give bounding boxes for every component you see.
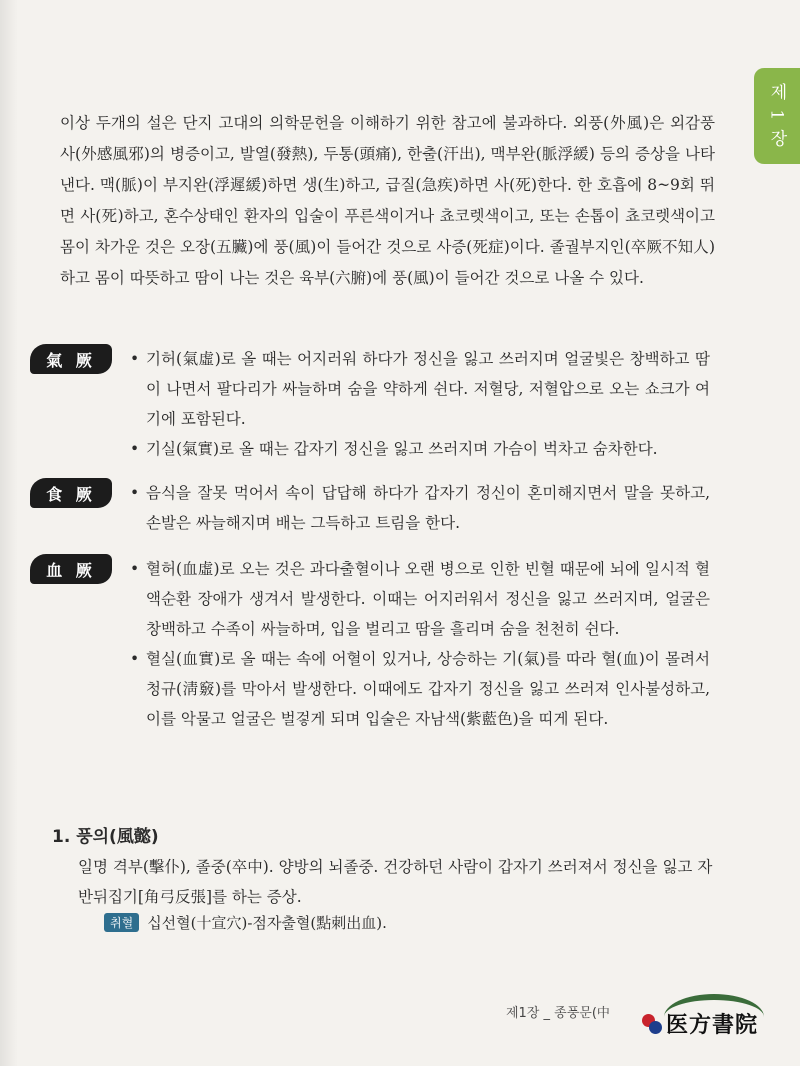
section-bullets-qi-jue xyxy=(130,344,710,464)
publisher-logo-icon xyxy=(642,1014,662,1034)
section-bullets-blood-jue xyxy=(130,554,710,734)
page-shadow xyxy=(0,0,18,1066)
acupoint-tag: 취혈 xyxy=(104,913,139,932)
section-badge-food-jue: 食 厥 xyxy=(30,478,112,508)
publisher-logo xyxy=(642,1008,758,1039)
acupoint-line xyxy=(104,912,387,933)
intro-text: 이상 두개의 설은 단지 고대의 의학문헌을 이해하기 위한 참고에 불과하다. 외풍(外風)은 외감풍사(外感風邪)의 병증이고, 발열(發熱), 두통(頭痛), 한출(汗出), 맥부완(脈浮緩) 등의 증상을 나타낸다. 맥(脈)이 부지완(浮遲緩)하면 생(生)하고, 급질(急疾)하면 사(死)한다. 한 호흡에 8~9회 뛰면 사(死)하고, 혼수상태인 환자의 입술이 푸른색이거나 쵸코렛색이고, 또는 손톱이 쵸코렛색이고 몸이 차가운 것은 오장(五臟)에 풍(風)이 들어간 것으로 사증(死症)이다. 졸궐부지인(卒厥不知人)하고 몸이 따뜻하고 땀이 나는 것은 육부(六腑)에 풍(風)이 들어간 것으로 나올 수 있다. xyxy=(60,114,715,287)
bullet-food: • 음식을 잘못 먹어서 속이 답답해 하다가 갑자기 정신이 혼미해지면서 말을 못하고, 손발은 싸늘해지며 배는 그득하고 트림을 한다. xyxy=(130,478,710,538)
section-badge-blood-jue: 血 厥 xyxy=(30,554,112,584)
chapter-tab xyxy=(754,68,800,164)
bullet-qi-excess: • 기실(氣實)로 올 때는 갑자기 정신을 잃고 쓰러지며 가슴이 벅차고 숨차한다. xyxy=(130,434,710,464)
definition-paragraph: 일명 격부(擊仆), 졸중(卒中). 양방의 뇌졸중. 건강하던 사람이 갑자기 쓰러져서 정신을 잃고 자반뒤집기[角弓反張]를 하는 증상. xyxy=(78,858,713,906)
publisher-logo-text: 医方書院 xyxy=(666,1012,759,1038)
bullet-qi-deficiency: • 기허(氣虛)로 올 때는 어지러워 하다가 정신을 잃고 쓰러지며 얼굴빛은 창백하고 땀이 나면서 팔다리가 싸늘하며 숨을 약하게 쉰다. 저혈당, 저혈압으로 오는 쇼크가 여기에 포함된다. xyxy=(130,344,710,434)
bullet-blood-excess: • 혈실(血實)로 올 때는 속에 어혈이 있거나, 상승하는 기(氣)를 따라 혈(血)이 몰려서 청규(淸竅)를 막아서 발생한다. 이때에도 갑자기 정신을 잃고 쓰러져 인사불성하고, 이를 악물고 얼굴은 벌겋게 되며 입술은 자남색(紫藍色)을 띠게 된다. xyxy=(130,644,710,734)
bullet-blood-deficiency: • 혈허(血虛)로 오는 것은 과다출혈이나 오랜 병으로 인한 빈혈 때문에 뇌에 일시적 혈액순환 장애가 생겨서 발생한다. 이때는 어지러워서 정신을 잃고 쓰러지며, 얼굴은 창백하고 수족이 싸늘하며, 입을 벌리고 땀을 흘리며 숨을 천천히 쉰다. xyxy=(130,554,710,644)
section-badge-qi-jue: 氣 厥 xyxy=(30,344,112,374)
acupoint-text: 십선혈(十宣穴)-점자출혈(點刺出血). xyxy=(147,914,387,932)
intro-paragraph xyxy=(60,108,715,294)
footer-page-text: 제1장 _ 종풍문(中 xyxy=(506,1006,610,1021)
section-heading: 1. 풍의(風懿) xyxy=(52,827,159,847)
section-bullets-food-jue xyxy=(130,478,710,538)
chapter-tab-label: 제 1 장 xyxy=(766,83,787,149)
